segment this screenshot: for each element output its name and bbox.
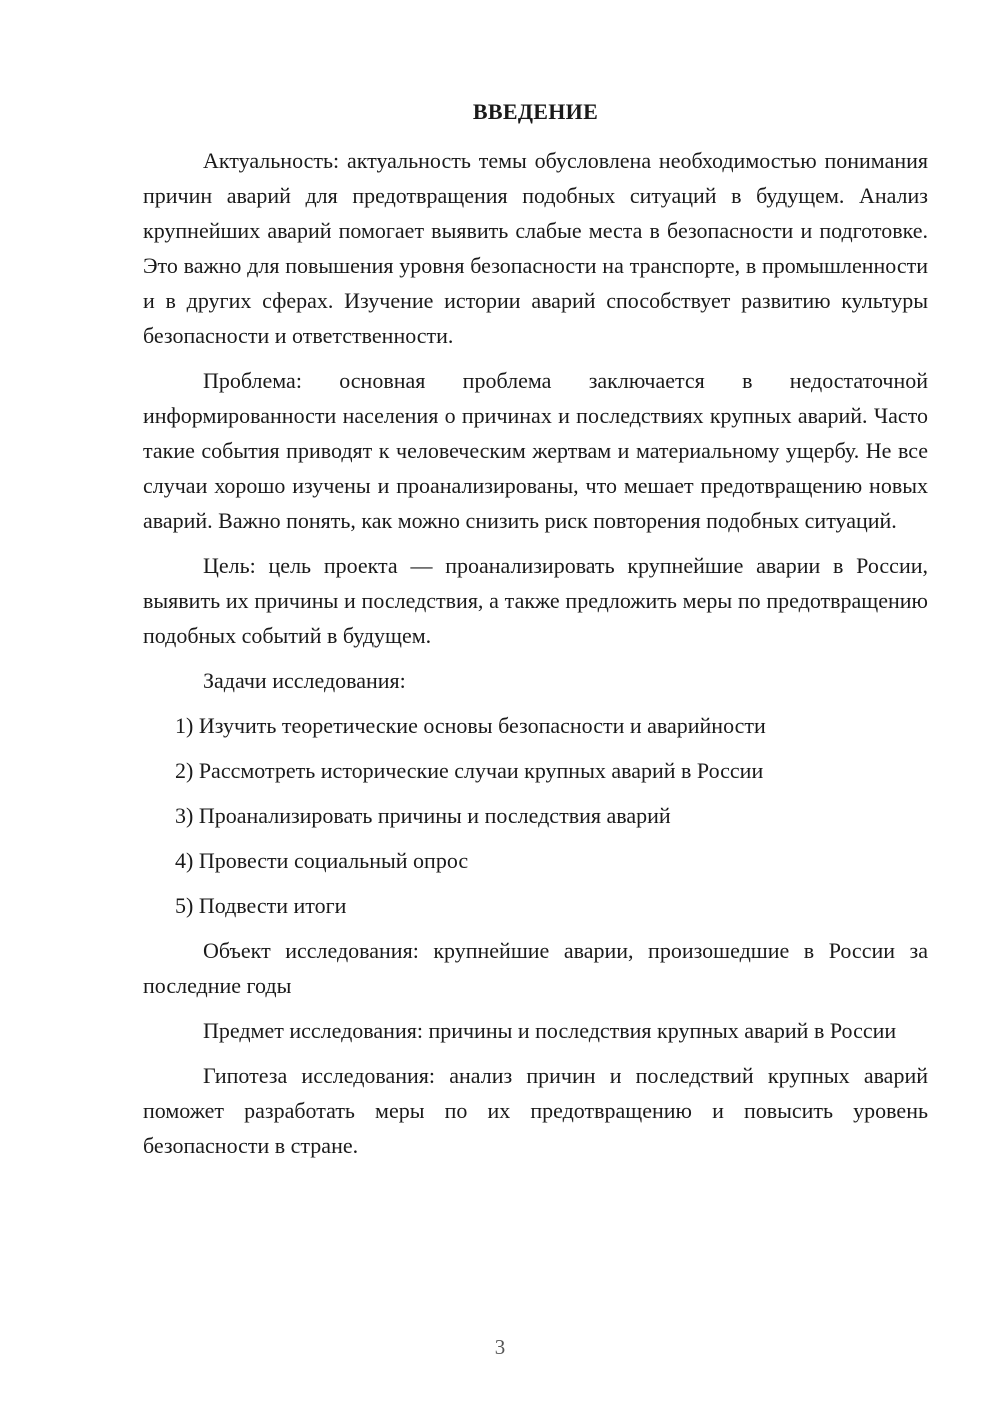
list-item: 3) Проанализировать причины и последствия аварий	[175, 803, 671, 828]
paragraph-goal: Цель: цель проекта — проанализировать крупнейшие аварии в России, выявить их причины и последствия, а также предложить меры по предотвращению подобных событий в будущем.	[143, 553, 928, 648]
list-item: 5) Подвести итоги	[175, 893, 347, 918]
document-body	[143, 143, 928, 1163]
tasks-list	[143, 708, 928, 923]
paragraph-problem: Проблема: основная проблема заключается в недостаточной информированности населения о причинах и последствиях крупных аварий. Часто такие события приводят к человеческим жертвам и материальному ущербу. Не все случаи хорошо изучены и проанализированы, что мешает предотвращению новых аварий. Важно понять, как можно снизить риск повторения подобных ситуаций.	[143, 368, 928, 533]
paragraph-hypothesis: Гипотеза исследования: анализ причин и последствий крупных аварий поможет разработать меры по их предотвращению и повысить уровень безопасности в стране.	[143, 1063, 928, 1158]
paragraph-subject: Предмет исследования: причины и последствия крупных аварий в России	[203, 1018, 897, 1043]
paragraph-object: Объект исследования: крупнейшие аварии, произошедшие в России за последние годы	[143, 938, 928, 998]
list-item: 2) Рассмотреть исторические случаи крупных аварий в России	[175, 758, 764, 783]
list-item: 4) Провести социальный опрос	[175, 848, 469, 873]
list-item: 1) Изучить теоретические основы безопасности и аварийности	[175, 713, 766, 738]
page-number: 3	[494, 1335, 506, 1359]
section-title: ВВЕДЕНИЕ	[472, 99, 599, 124]
tasks-heading: Задачи исследования:	[203, 668, 406, 693]
paragraph-relevance: Актуальность: актуальность темы обусловлена необходимостью понимания причин аварий для предотвращения подобных ситуаций в будущем. Анализ крупнейших аварий помогает выявить слабые места в безопасности и подготовке. Это важно для повышения уровня безопасности на транспорте, в промышленности и в других сферах. Изучение истории аварий способствует развитию культуры безопасности и ответственности.	[143, 148, 928, 348]
